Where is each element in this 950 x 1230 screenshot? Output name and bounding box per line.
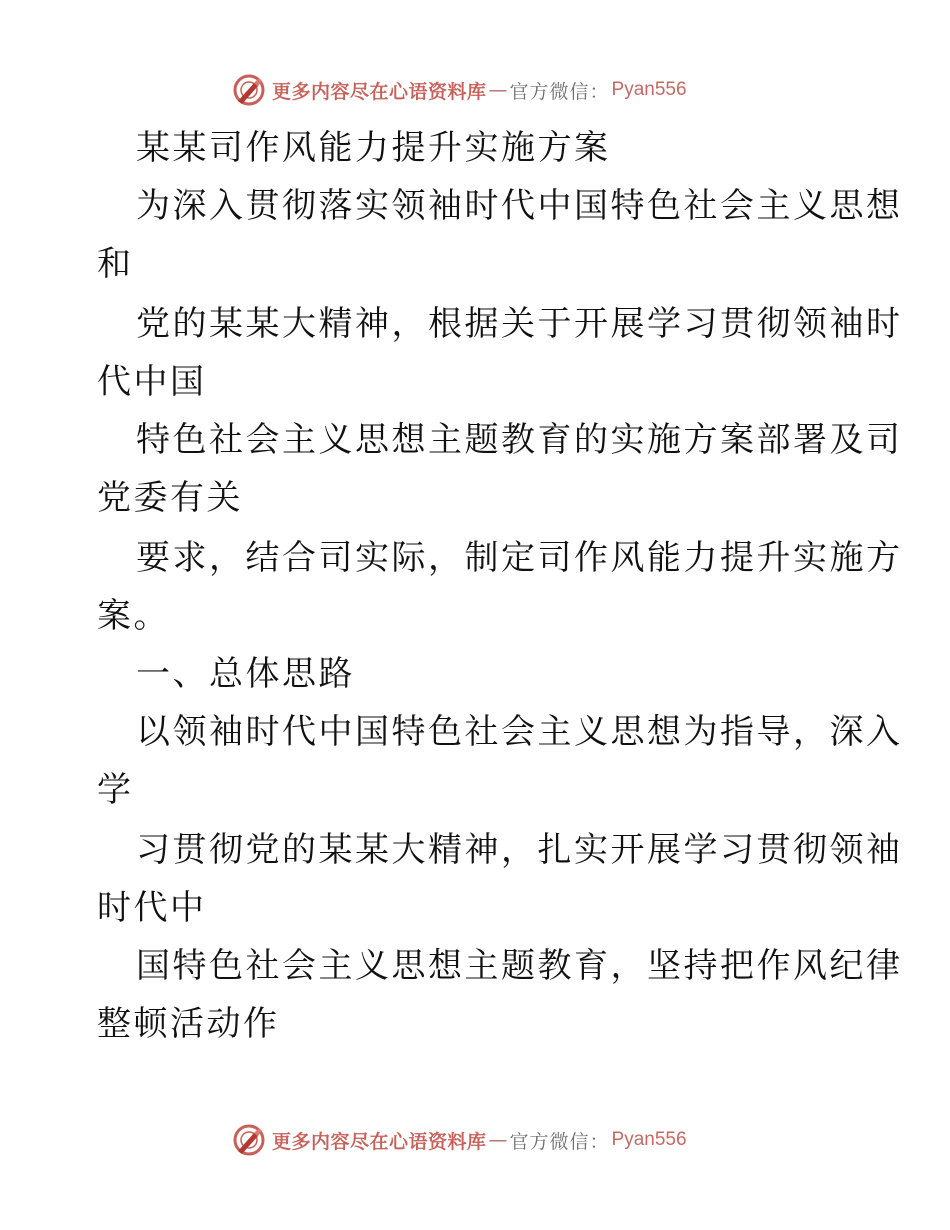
- paragraph-line: 为深入贯彻落实领袖时代中国特色社会主义思想: [136, 186, 903, 226]
- paragraph-line: 案。: [97, 596, 170, 636]
- paragraph-line: 和: [97, 244, 134, 284]
- paragraph-line: 代中国: [97, 362, 207, 402]
- paragraph-line: 要求，结合司实际，制定司作风能力提升实施方: [136, 538, 903, 578]
- pen-circle-logo-icon: [232, 1123, 266, 1157]
- paragraph-line: 党的某某大精神，根据关于开展学习贯彻领袖时: [136, 304, 903, 344]
- paragraph-line: 特色社会主义思想主题教育的实施方案部署及司: [136, 420, 903, 460]
- watermark-brand-text: 更多内容尽在心语资料库: [272, 1130, 487, 1153]
- paragraph-line: 整顿活动作: [97, 1004, 280, 1044]
- watermark-separator: —: [488, 79, 508, 101]
- watermark-wechat-id: Pyan556: [611, 1129, 687, 1150]
- watermark-separator: —: [488, 1129, 508, 1151]
- watermark-wechat-id: Pyan556: [611, 79, 687, 100]
- paragraph-line: 时代中: [97, 888, 207, 928]
- paragraph-line: 国特色社会主义思想主题教育，坚持把作风纪律: [136, 946, 903, 986]
- watermark-brand-text: 更多内容尽在心语资料库: [272, 80, 487, 103]
- paragraph-line: 学: [97, 770, 134, 810]
- header-watermark: [232, 72, 687, 108]
- footer-watermark: [232, 1122, 687, 1158]
- paragraph-line: 习贯彻党的某某大精神，扎实开展学习贯彻领袖: [136, 830, 903, 870]
- paragraph-line: 以领袖时代中国特色社会主义思想为指导，深入: [136, 712, 903, 752]
- watermark-label: 官方微信：: [509, 80, 610, 103]
- paragraph-line: 党委有关: [97, 478, 243, 518]
- document-title: 某某司作风能力提升实施方案: [136, 128, 611, 168]
- watermark-label: 官方微信：: [509, 1130, 610, 1153]
- section-heading: 一、总体思路: [136, 654, 355, 694]
- pen-circle-logo-icon: [232, 73, 266, 107]
